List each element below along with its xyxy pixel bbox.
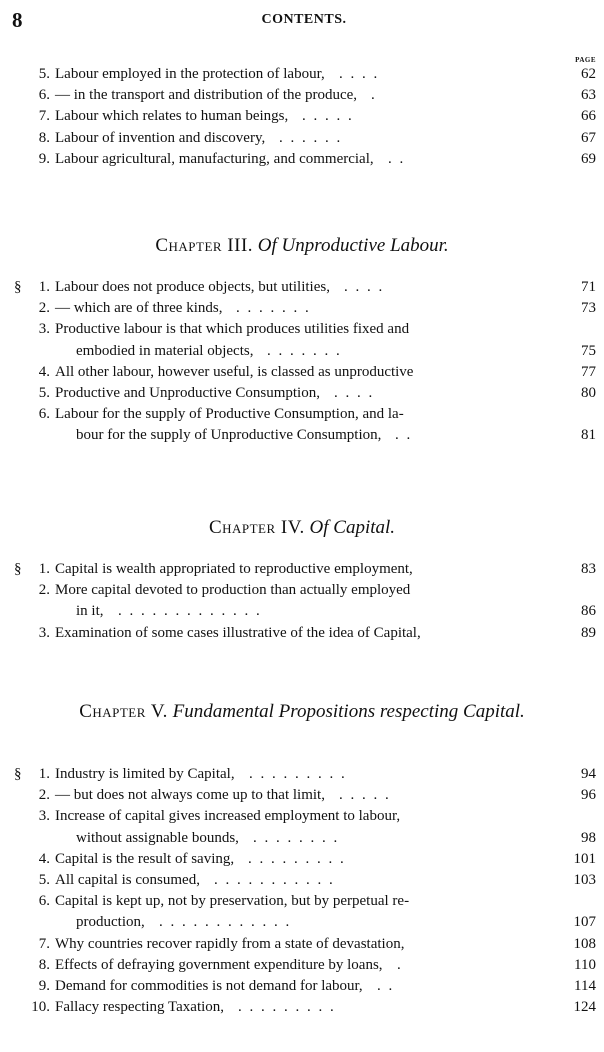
page-ref: 80 xyxy=(581,384,596,401)
page-header xyxy=(8,8,600,32)
toc-entry xyxy=(0,277,604,298)
entry-number: 5. xyxy=(38,384,50,401)
chapter-heading xyxy=(0,697,604,755)
entry-number: 9. xyxy=(38,977,50,994)
entry-number: 1. xyxy=(38,561,50,577)
entry-text: Labour employed in the protection of labour, xyxy=(55,66,325,82)
toc-entry xyxy=(0,128,604,149)
chapter-label: Chapter III. xyxy=(155,235,254,256)
chapter-label: Chapter IV. xyxy=(208,517,305,538)
entry-number: 2. xyxy=(38,787,50,804)
entry-text: embodied in material objects, xyxy=(76,342,254,359)
leader-dots: . . . . . . . xyxy=(236,300,311,317)
toc-entry xyxy=(0,64,604,85)
page-ref: 75 xyxy=(581,342,596,359)
toc-entry xyxy=(0,601,604,622)
page-ref: 110 xyxy=(574,956,596,973)
page-ref: 73 xyxy=(581,300,596,317)
entry-number: 7. xyxy=(38,935,50,952)
toc-entry xyxy=(0,806,604,827)
chapter-label: Chapter V. xyxy=(79,701,168,722)
leader-dots: . . . . . . . . . . . . . xyxy=(118,603,262,620)
entry-text: Capital is wealth appropriated to reproductive employment, xyxy=(55,561,413,577)
leader-dots: . . . . . . . . . xyxy=(238,999,336,1016)
page-number: 8 xyxy=(12,8,23,32)
toc-entry xyxy=(0,934,604,955)
toc-entry xyxy=(0,383,604,404)
entry-text: in it, xyxy=(76,603,104,620)
entry-number: 2. xyxy=(38,300,50,317)
entry-text: Labour for the supply of Productive Consumption, and la- xyxy=(55,406,404,423)
leader-dots: . . . . . . . . . . . . xyxy=(159,914,292,931)
page-ref: 86 xyxy=(581,603,596,620)
entry-text: Productive and Unproductive Consumption, xyxy=(55,384,320,401)
entry-text: Productive labour is that which produces utilities fixed and xyxy=(55,321,410,338)
entry-number: 8. xyxy=(38,956,50,973)
page-ref: 98 xyxy=(581,829,596,846)
running-title: CONTENTS. xyxy=(261,12,347,27)
leader-dots: . . . . . . . . . xyxy=(248,850,346,867)
toc-entry xyxy=(0,319,604,340)
chapter-iv xyxy=(0,513,604,644)
entry-number: 1. xyxy=(38,279,50,295)
entry-text: All capital is consumed, xyxy=(55,871,200,888)
toc-entry xyxy=(0,362,604,383)
leader-dots: . xyxy=(371,87,377,104)
page-column-label: PAGE xyxy=(575,56,596,64)
page-ref: 103 xyxy=(573,871,596,888)
page-ref: 77 xyxy=(581,363,596,380)
entry-text: bour for the supply of Unproductive Consumption, xyxy=(76,427,382,444)
chapter-title: Fundamental Propositions respecting Capital. xyxy=(172,701,525,722)
entry-number: 3. xyxy=(38,321,50,338)
toc-entry xyxy=(0,85,604,106)
toc-entry xyxy=(0,955,604,976)
leader-dots: . . . . . xyxy=(339,787,391,804)
page-ref: 89 xyxy=(581,624,596,641)
entry-text: Labour of invention and discovery, xyxy=(55,129,266,146)
section-mark: § xyxy=(14,766,22,782)
leader-dots: . . . . . . xyxy=(279,129,343,146)
entry-text: Effects of defraying government expenditure by loans, xyxy=(55,956,383,973)
page-ref: 71 xyxy=(581,279,596,295)
entry-text: production, xyxy=(76,914,145,931)
entry-number: 3. xyxy=(38,624,50,641)
entry-text: Examination of some cases illustrative of the idea of Capital, xyxy=(55,624,421,641)
entry-text: Capital is kept up, not by preservation, but by perpetual re- xyxy=(55,893,410,910)
chapter-iii xyxy=(0,231,604,447)
toc-entry xyxy=(0,404,604,425)
section-mark: § xyxy=(14,561,22,577)
page-ref: 96 xyxy=(581,787,596,804)
leader-dots: . xyxy=(397,956,403,973)
page-ref: 69 xyxy=(581,150,596,167)
page-ref: 94 xyxy=(581,766,596,782)
toc-entry xyxy=(0,976,604,997)
page-ref: 62 xyxy=(581,66,596,82)
toc-entry xyxy=(0,849,604,870)
toc-entry xyxy=(0,425,604,446)
page-ref: 83 xyxy=(581,561,596,577)
page-ref: 101 xyxy=(573,850,596,867)
section-mark: § xyxy=(14,279,22,295)
entry-number: 4. xyxy=(38,850,50,867)
toc-entry xyxy=(0,785,604,806)
toc-entry xyxy=(0,341,604,362)
entry-number: 6. xyxy=(38,893,50,910)
leader-dots: . . . . . . . . . . . xyxy=(214,871,335,888)
entry-number: 8. xyxy=(38,129,50,146)
entry-text: All other labour, however useful, is classed as unproductive xyxy=(55,363,414,380)
entry-text: Industry is limited by Capital, xyxy=(55,766,235,782)
chapter-v xyxy=(0,697,604,1018)
toc-entry xyxy=(0,997,604,1018)
entry-number: 1. xyxy=(38,766,50,782)
toc-entry xyxy=(0,580,604,601)
leader-dots: . . xyxy=(388,150,406,167)
toc-entry xyxy=(0,559,604,580)
entry-number: 10. xyxy=(31,999,50,1016)
entry-text: — in the transport and distribution of the produce, xyxy=(55,87,358,104)
entry-number: 9. xyxy=(38,150,50,167)
entry-text: Why countries recover rapidly from a state of devastation, xyxy=(55,935,405,952)
page-ref: 124 xyxy=(573,999,596,1016)
entry-text: Labour does not produce objects, but utilities, xyxy=(55,279,330,295)
page-ref: 114 xyxy=(574,977,596,994)
chapter-ii-continued xyxy=(0,64,604,170)
chapter-heading xyxy=(0,231,604,260)
entry-number: 6. xyxy=(38,406,50,423)
toc-entry xyxy=(0,298,604,319)
leader-dots: . . xyxy=(395,427,413,444)
entry-number: 2. xyxy=(38,582,50,599)
leader-dots: . . . . . . . xyxy=(267,342,342,359)
toc-entry xyxy=(0,623,604,644)
entry-number: 3. xyxy=(38,808,50,825)
chapter-title: Of Capital. xyxy=(309,517,396,538)
page-ref: 67 xyxy=(581,129,596,146)
leader-dots: . . xyxy=(377,977,395,994)
entry-text: — but does not always come up to that limit, xyxy=(55,787,325,804)
page-ref: 81 xyxy=(581,427,596,444)
entry-text: without assignable bounds, xyxy=(76,829,239,846)
leader-dots: . . . . xyxy=(339,66,380,82)
entry-text: Capital is the result of saving, xyxy=(55,850,235,867)
page-ref: 107 xyxy=(573,914,596,931)
toc-entry xyxy=(0,764,604,785)
toc-entry xyxy=(0,891,604,912)
toc-entry xyxy=(0,828,604,849)
leader-dots: . . . . . xyxy=(302,108,354,125)
leader-dots: . . . . . . . . xyxy=(253,829,340,846)
entry-number: 7. xyxy=(38,108,50,125)
toc-entry xyxy=(0,149,604,170)
chapter-heading xyxy=(0,513,604,542)
entry-text: Labour which relates to human beings, xyxy=(55,108,289,125)
entry-text: — which are of three kinds, xyxy=(55,300,223,317)
toc-entry xyxy=(0,870,604,891)
leader-dots: . . . . xyxy=(334,384,375,401)
entry-text: Labour agricultural, manufacturing, and commercial, xyxy=(55,150,374,167)
entry-text: Fallacy respecting Taxation, xyxy=(55,999,225,1016)
page-ref: 63 xyxy=(581,87,596,104)
chapter-title: Of Unproductive Labour. xyxy=(257,235,449,256)
entry-text: More capital devoted to production than actually employed xyxy=(55,582,411,599)
page-ref: 66 xyxy=(581,108,596,125)
entry-number: 5. xyxy=(38,871,50,888)
entry-number: 5. xyxy=(38,66,50,82)
page-ref: 108 xyxy=(573,935,596,952)
toc-entry xyxy=(0,106,604,127)
toc-entry xyxy=(0,912,604,933)
entry-text: Demand for commodities is not demand for labour, xyxy=(55,977,363,994)
leader-dots: . . . . xyxy=(344,279,385,295)
entry-number: 4. xyxy=(38,363,50,380)
entry-text: Increase of capital gives increased employment to labour, xyxy=(55,808,401,825)
entry-number: 6. xyxy=(38,87,50,104)
leader-dots: . . . . . . . . . xyxy=(249,766,347,782)
